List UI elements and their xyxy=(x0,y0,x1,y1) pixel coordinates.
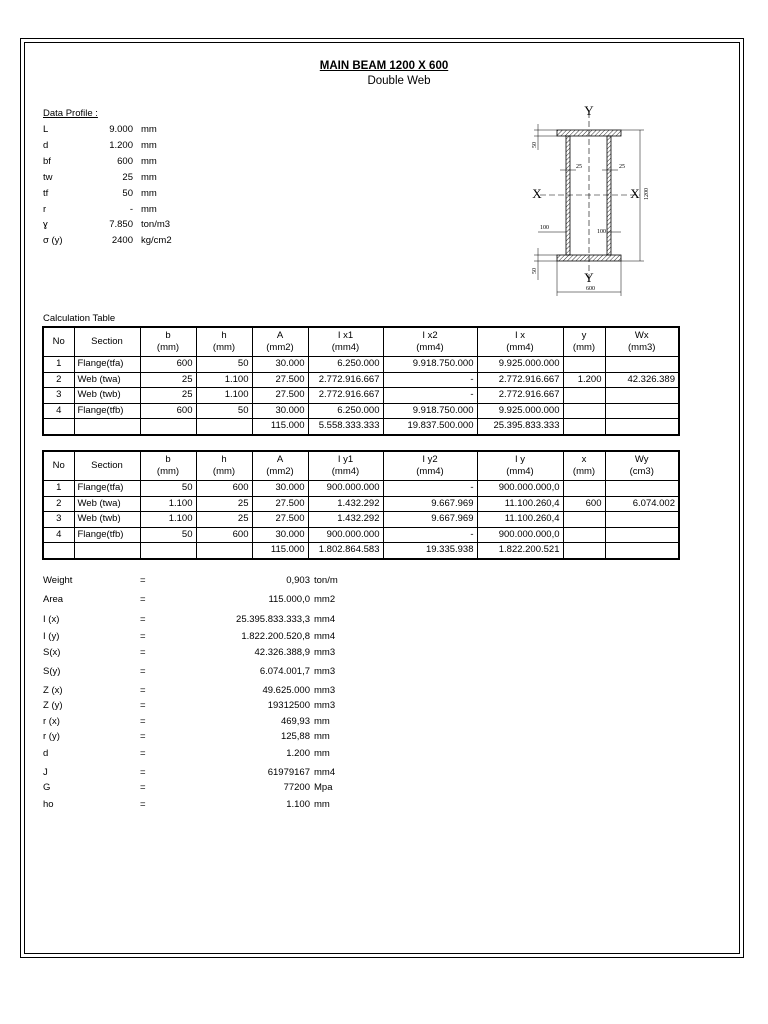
table-header-cell: x (mm) xyxy=(563,451,605,481)
beam-section-diagram xyxy=(520,100,670,300)
property-unit: mm xyxy=(314,731,330,742)
property-name: G xyxy=(43,782,51,793)
property-unit: mm3 xyxy=(314,700,336,711)
table-cell: 600 xyxy=(140,403,196,419)
profile-param-name: ɣ xyxy=(43,219,48,231)
property-equals: = xyxy=(140,767,146,778)
document-title: MAIN BEAM 1200 X 600 xyxy=(319,60,449,72)
table-row xyxy=(43,357,679,373)
dim-bottom-flange-thickness: 50 xyxy=(532,268,538,274)
table-cell: 50 xyxy=(196,403,252,419)
property-name: r (y) xyxy=(43,731,60,742)
table-cell: 50 xyxy=(140,527,196,543)
table-cell: - xyxy=(383,481,477,497)
table-cell xyxy=(196,543,252,559)
calc-table-y xyxy=(42,450,680,560)
property-name: J xyxy=(43,767,48,778)
table-cell: 9.667.969 xyxy=(383,512,477,528)
table-cell: 1.100 xyxy=(196,372,252,388)
table-cell: 1.100 xyxy=(140,512,196,528)
table-cell: 25 xyxy=(196,496,252,512)
property-name: I (y) xyxy=(43,631,60,642)
table-cell: 4 xyxy=(43,527,74,543)
table-cell: 5.558.333.333 xyxy=(308,419,383,435)
profile-param-name: L xyxy=(43,124,49,135)
table-header-cell: A (mm2) xyxy=(252,451,308,481)
calc-table-x xyxy=(42,326,680,436)
table-cell: Flange(tfb) xyxy=(74,527,140,543)
table-cell: 900.000.000 xyxy=(308,527,383,543)
table-header-cell: Section xyxy=(74,451,140,481)
table-cell: 25 xyxy=(140,372,196,388)
profile-param-unit: mm xyxy=(141,139,157,151)
profile-param-value: - xyxy=(129,203,133,215)
table-cell: Flange(tfb) xyxy=(74,403,140,419)
left-web-shape xyxy=(566,136,570,255)
table-row xyxy=(43,419,679,435)
property-equals: = xyxy=(140,700,146,711)
profile-param-name: bf xyxy=(43,155,51,167)
table-cell xyxy=(605,388,679,404)
dim-top-flange-thickness: 50 xyxy=(532,142,538,148)
table-cell: 600 xyxy=(563,496,605,512)
property-unit: mm3 xyxy=(314,685,336,696)
right-web-shape xyxy=(607,136,611,255)
table-row xyxy=(43,372,679,388)
property-unit: mm4 xyxy=(314,767,336,778)
property-value: 42.326.388,9 xyxy=(254,647,310,658)
table-cell: 6.250.000 xyxy=(308,357,383,373)
table-cell: 50 xyxy=(140,481,196,497)
property-equals: = xyxy=(140,631,146,642)
property-name: Z (x) xyxy=(43,685,63,696)
profile-param-value: 7.850 xyxy=(109,219,133,231)
table-row xyxy=(43,512,679,528)
table-cell: 1.200 xyxy=(563,372,605,388)
profile-param-value: 25 xyxy=(122,171,133,183)
property-value: 125,88 xyxy=(280,731,310,742)
table-cell: 30.000 xyxy=(252,357,308,373)
property-equals: = xyxy=(140,748,146,759)
property-equals: = xyxy=(140,575,146,586)
property-unit: mm xyxy=(314,716,330,727)
table-header-cell: I x (mm4) xyxy=(477,327,563,357)
property-value: 61979167 xyxy=(267,767,310,778)
table-cell: 1.432.292 xyxy=(308,496,383,512)
property-value: 469,93 xyxy=(280,716,310,727)
table-cell: 600 xyxy=(140,357,196,373)
profile-param-unit: mm xyxy=(141,124,157,135)
document-subtitle: Double Web xyxy=(367,75,431,87)
profile-param-value: 50 xyxy=(122,187,133,199)
property-equals: = xyxy=(140,685,146,696)
table-cell xyxy=(140,419,196,435)
property-value: 6.074.001,7 xyxy=(259,666,310,677)
property-unit: mm4 xyxy=(314,631,336,642)
property-unit: mm xyxy=(314,799,330,810)
table-cell: 2 xyxy=(43,496,74,512)
table-header-cell: h (mm) xyxy=(196,451,252,481)
profile-param-name: r xyxy=(43,203,47,215)
table-cell: 2.772.916.667 xyxy=(477,388,563,404)
table-header-cell: I y (mm4) xyxy=(477,451,563,481)
table-row xyxy=(43,403,679,419)
property-value: 1.200 xyxy=(286,748,310,759)
table-cell xyxy=(563,388,605,404)
table-header-cell: I x1 (mm4) xyxy=(308,327,383,357)
table-header-cell: A (mm2) xyxy=(252,327,308,357)
calc-table-label: Calculation Table xyxy=(43,313,116,324)
profile-param-value: 600 xyxy=(117,155,133,167)
table-cell: 1.100 xyxy=(196,388,252,404)
axis-x-left-label: X xyxy=(532,186,542,201)
data-profile-heading: Data Profile : xyxy=(43,108,98,119)
property-value: 1.100 xyxy=(286,799,310,810)
dim-total-width: 600 xyxy=(586,286,595,292)
table-row xyxy=(43,496,679,512)
table-header-cell: Wy (cm3) xyxy=(605,451,679,481)
property-equals: = xyxy=(140,647,146,658)
property-unit: mm4 xyxy=(314,614,336,625)
table-cell: 6.250.000 xyxy=(308,403,383,419)
table-cell xyxy=(563,419,605,435)
profile-param-unit: mm xyxy=(141,187,157,199)
table-cell xyxy=(605,543,679,559)
table-header-cell: y (mm) xyxy=(563,327,605,357)
property-unit: Mpa xyxy=(314,782,333,793)
profile-param-unit: mm xyxy=(141,155,157,167)
property-value: 0,903 xyxy=(286,575,310,586)
table-cell: Flange(tfa) xyxy=(74,357,140,373)
table-cell: 42.326.389 xyxy=(605,372,679,388)
property-name: S(y) xyxy=(43,666,61,677)
property-unit: mm2 xyxy=(314,594,336,605)
table-cell: 19.335.938 xyxy=(383,543,477,559)
table-cell: 1.822.200.521 xyxy=(477,543,563,559)
table-cell: 600 xyxy=(196,481,252,497)
table-row xyxy=(43,527,679,543)
profile-param-name: tw xyxy=(43,171,53,183)
axis-y-bottom-label: Y xyxy=(584,270,594,285)
table-cell: 1.100 xyxy=(140,496,196,512)
axis-x-right-label: X xyxy=(630,186,640,201)
table-row xyxy=(43,388,679,404)
table-cell: - xyxy=(383,388,477,404)
table-cell: 1 xyxy=(43,481,74,497)
table-cell: - xyxy=(383,527,477,543)
table-cell: 27.500 xyxy=(252,388,308,404)
profile-param-value: 2400 xyxy=(111,235,133,247)
table-cell xyxy=(563,357,605,373)
property-equals: = xyxy=(140,782,146,793)
table-cell: 25.395.833.333 xyxy=(477,419,563,435)
table-cell xyxy=(43,543,74,559)
property-equals: = xyxy=(140,731,146,742)
table-cell: 30.000 xyxy=(252,403,308,419)
table-row xyxy=(43,543,679,559)
table-cell: 1.802.864.583 xyxy=(308,543,383,559)
table-cell: 25 xyxy=(196,512,252,528)
table-cell xyxy=(605,357,679,373)
profile-param-unit: mm xyxy=(141,203,157,215)
table-cell: 2.772.916.667 xyxy=(477,372,563,388)
table-cell xyxy=(563,403,605,419)
table-header-cell: I y1 (mm4) xyxy=(308,451,383,481)
table-cell: Web (twa) xyxy=(74,496,140,512)
profile-param-name: tf xyxy=(43,187,49,199)
table-header-cell: No xyxy=(43,451,74,481)
table-cell: 2.772.916.667 xyxy=(308,372,383,388)
property-value: 1.822.200.520,8 xyxy=(241,631,310,642)
property-name: Z (y) xyxy=(43,700,63,711)
table-cell xyxy=(196,419,252,435)
table-cell: 30.000 xyxy=(252,481,308,497)
profile-param-unit: ton/m3 xyxy=(141,219,171,231)
property-equals: = xyxy=(140,716,146,727)
property-equals: = xyxy=(140,799,146,810)
table-header-cell: I x2 (mm4) xyxy=(383,327,477,357)
table-row xyxy=(43,481,679,497)
table-cell xyxy=(140,543,196,559)
property-unit: mm3 xyxy=(314,647,336,658)
table-cell: 900.000.000,0 xyxy=(477,527,563,543)
property-name: Area xyxy=(43,594,64,605)
table-cell: 1 xyxy=(43,357,74,373)
table-cell: 2.772.916.667 xyxy=(308,388,383,404)
table-cell: 900.000.000,0 xyxy=(477,481,563,497)
property-value: 25.395.833.333,3 xyxy=(236,614,310,625)
table-cell: 27.500 xyxy=(252,512,308,528)
table-cell: 2 xyxy=(43,372,74,388)
dim-left-web-thickness: 25 xyxy=(576,164,582,170)
table-cell xyxy=(605,481,679,497)
table-cell: 115.000 xyxy=(252,419,308,435)
profile-param-unit: kg/cm2 xyxy=(141,235,172,247)
table-cell xyxy=(563,527,605,543)
table-cell: Web (twb) xyxy=(74,512,140,528)
table-cell: 900.000.000 xyxy=(308,481,383,497)
table-header-cell: I y2 (mm4) xyxy=(383,451,477,481)
axis-y-top-label: Y xyxy=(584,103,594,118)
table-cell: 50 xyxy=(196,357,252,373)
table-cell xyxy=(563,512,605,528)
table-cell xyxy=(605,419,679,435)
dim-total-height: 1200 xyxy=(644,188,650,200)
profile-param-name: d xyxy=(43,139,49,151)
table-cell: Web (twb) xyxy=(74,388,140,404)
property-name: r (x) xyxy=(43,716,60,727)
property-value: 19312500 xyxy=(267,700,310,711)
property-unit: mm xyxy=(314,748,330,759)
property-name: I (x) xyxy=(43,614,60,625)
property-value: 115.000,0 xyxy=(268,594,310,605)
table-header-cell: b (mm) xyxy=(140,451,196,481)
table-cell: 4 xyxy=(43,403,74,419)
table-cell: 9.918.750.000 xyxy=(383,357,477,373)
profile-param-value: 1.200 xyxy=(109,139,133,151)
table-header-cell: Section xyxy=(74,327,140,357)
profile-param-name: σ (y) xyxy=(43,235,63,247)
dim-right-web-thickness: 25 xyxy=(619,164,625,170)
table-cell: 1.432.292 xyxy=(308,512,383,528)
table-cell: Web (twa) xyxy=(74,372,140,388)
property-unit: mm3 xyxy=(314,666,336,677)
property-value: 77200 xyxy=(283,782,310,793)
table-cell: 600 xyxy=(196,527,252,543)
table-header-cell: b (mm) xyxy=(140,327,196,357)
table-cell: 9.925.000.000 xyxy=(477,357,563,373)
property-equals: = xyxy=(140,594,146,605)
property-value: 49.625.000 xyxy=(262,685,310,696)
property-name: d xyxy=(43,748,49,759)
property-name: ho xyxy=(43,799,54,810)
table-cell xyxy=(74,419,140,435)
table-cell: 19.837.500.000 xyxy=(383,419,477,435)
table-header-cell: h (mm) xyxy=(196,327,252,357)
property-name: Weight xyxy=(43,575,73,586)
table-cell: 115.000 xyxy=(252,543,308,559)
table-cell: Flange(tfa) xyxy=(74,481,140,497)
dim-right-offset: 100 xyxy=(597,229,606,235)
table-cell xyxy=(74,543,140,559)
property-unit: ton/m xyxy=(314,575,338,586)
profile-param-value: 9.000 xyxy=(109,124,133,135)
table-cell xyxy=(605,403,679,419)
property-equals: = xyxy=(140,614,146,625)
table-header-cell: Wx (mm3) xyxy=(605,327,679,357)
table-cell xyxy=(605,527,679,543)
table-cell: 6.074.002 xyxy=(605,496,679,512)
table-cell: 27.500 xyxy=(252,372,308,388)
table-cell: 9.667.969 xyxy=(383,496,477,512)
table-cell: 3 xyxy=(43,388,74,404)
table-header-cell: No xyxy=(43,327,74,357)
table-cell: 27.500 xyxy=(252,496,308,512)
table-cell: 30.000 xyxy=(252,527,308,543)
profile-param-unit: mm xyxy=(141,171,157,183)
table-cell: 11.100.260,4 xyxy=(477,512,563,528)
table-cell: 9.925.000.000 xyxy=(477,403,563,419)
table-cell xyxy=(605,512,679,528)
property-name: S(x) xyxy=(43,647,61,658)
table-cell xyxy=(563,481,605,497)
table-cell: 9.918.750.000 xyxy=(383,403,477,419)
table-cell: 3 xyxy=(43,512,74,528)
table-cell xyxy=(563,543,605,559)
table-cell: - xyxy=(383,372,477,388)
property-equals: = xyxy=(140,666,146,677)
table-cell: 11.100.260,4 xyxy=(477,496,563,512)
table-cell xyxy=(43,419,74,435)
table-cell: 25 xyxy=(140,388,196,404)
dim-left-offset: 100 xyxy=(540,225,549,231)
